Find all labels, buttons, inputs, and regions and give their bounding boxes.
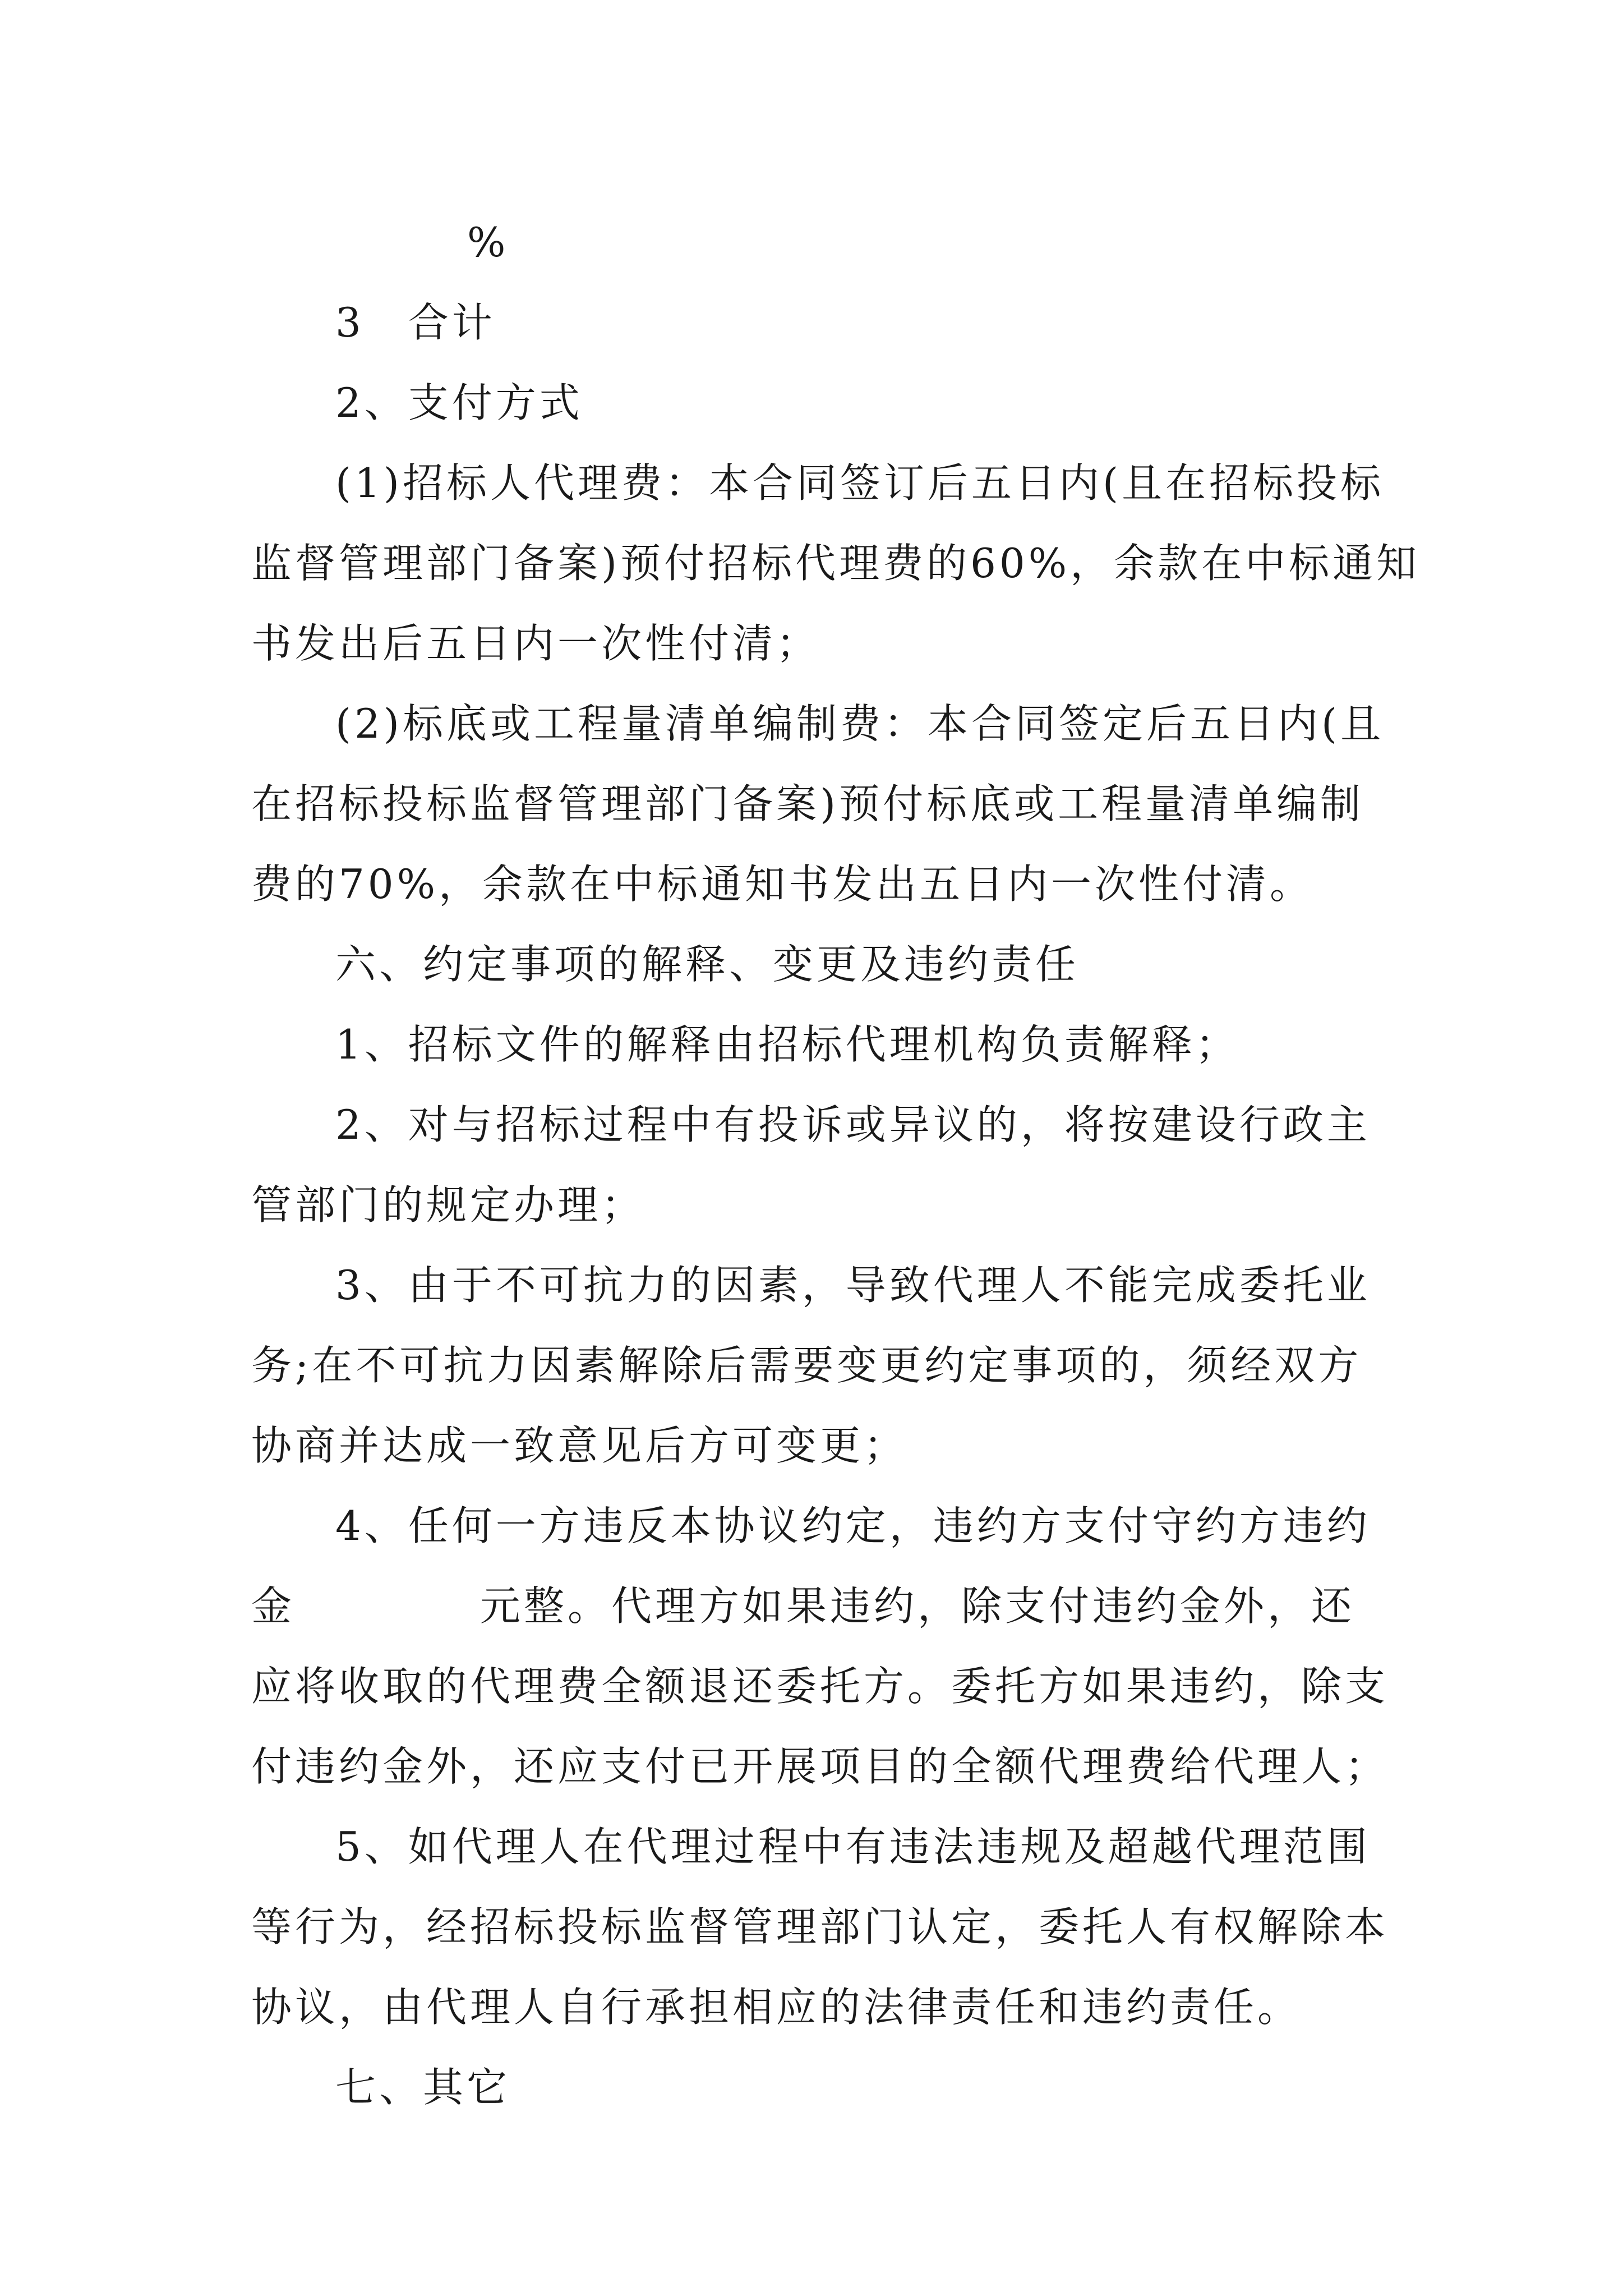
bill-fee-line-2: 在招标投标监督管理部门备案)预付标底或工程量清单编制: [251, 780, 1364, 827]
section-seven-heading: 七、其它: [335, 2064, 511, 2111]
bill-fee-line-3: 费的70%，余款在中标通知书发出五日内一次性付清。: [251, 861, 1314, 908]
agency-fee-line-1: (1)招标人代理费：本合同签订后五日内(且在招标投标: [335, 459, 1385, 507]
clause-4-line-1: 4、任何一方违反本协议约定，违约方支付守约方违约: [335, 1502, 1371, 1549]
clause-3-line-3: 协商并达成一致意见后方可变更；: [251, 1422, 908, 1469]
clause-4-line-2: [251, 1578, 1390, 1658]
penalty-label: 金: [251, 1582, 296, 1630]
percent-sign-line: %: [467, 219, 509, 266]
penalty-text: 元整。代理方如果违约，除支付违约金外，还: [480, 1582, 1355, 1630]
section-six-heading: 六、约定事项的解释、变更及违约责任: [335, 941, 1080, 988]
clause-3-line-2: 务;在不可抗力因素解除后需要变更约定事项的，须经双方: [251, 1342, 1362, 1389]
payment-method-heading: 2、支付方式: [335, 379, 583, 426]
clause-5-line-1: 5、如代理人在代理过程中有违法违规及超越代理范围: [335, 1823, 1371, 1870]
clause-1: 1、招标文件的解释由招标代理机构负责解释；: [335, 1021, 1239, 1068]
bill-fee-line-1: (2)标底或工程量清单编制费：本合同签定后五日内(且: [335, 700, 1385, 747]
clause-3-line-1: 3、由于不可抗力的因素，导致代理人不能完成委托业: [335, 1262, 1371, 1309]
clause-4-line-3: 应将收取的代理费全额退还委托方。委托方如果违约，除支: [251, 1663, 1389, 1710]
clause-4-line-4: 付违约金外，还应支付已开展项目的全额代理费给代理人；: [251, 1743, 1389, 1790]
clause-5-line-2: 等行为，经招标投标监督管理部门认定，委托人有权解除本: [251, 1903, 1389, 1950]
document-body: [251, 214, 1421, 2139]
agency-fee-line-3: 书发出后五日内一次性付清；: [251, 620, 820, 667]
clause-2-line-1: 2、对与招标过程中有投诉或异议的，将按建设行政主: [335, 1101, 1371, 1148]
total-line: 3 合计: [335, 299, 496, 346]
agency-fee-line-2: 监督管理部门备案)预付招标代理费的60%，余款在中标通知: [251, 540, 1421, 587]
clause-2-line-2: 管部门的规定办理；: [251, 1181, 645, 1228]
clause-5-line-3: 协议，由代理人自行承担相应的法律责任和违约责任。: [251, 1984, 1302, 2031]
